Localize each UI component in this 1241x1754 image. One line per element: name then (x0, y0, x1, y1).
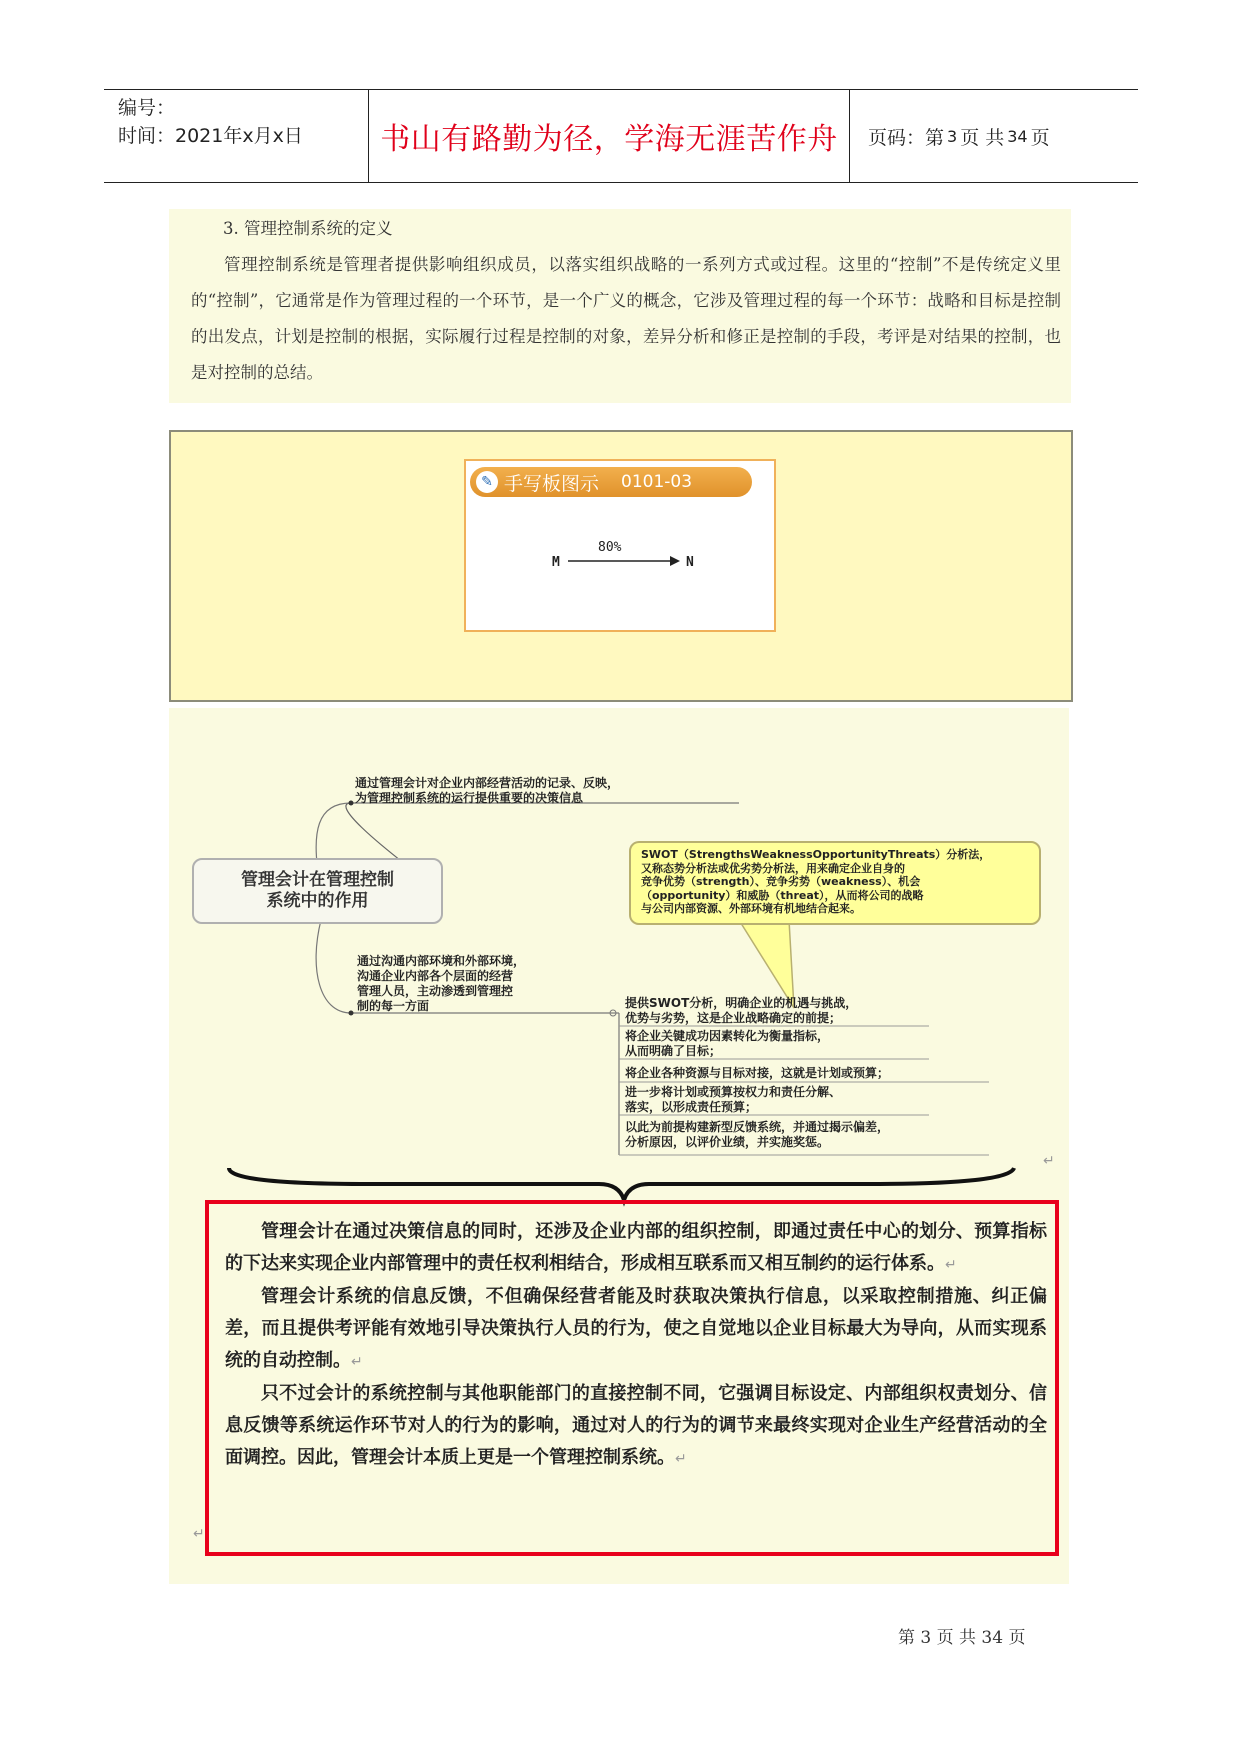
definition-panel (169, 209, 1071, 403)
swot-callout-text: SWOT（StrengthsWeaknessOpportunityThreats）分析法， 又称态势分析法或优劣势分析法，用来确定企业自身的 竞争优势（strength）、竞争劣势（weakness）、机会 （opportunity）和威胁（threat），从而将公司的战略 与公司内部资源、外部环境有机地结合起来。 (641, 848, 991, 915)
node-n: N (686, 555, 694, 570)
section-body: 管理控制系统是管理者提供影响组织成员，以落实组织战略的一系列方式或过程。这里的“控制”不是传统定义里的“控制”，它通常是作为管理过程的一个环节，是一个广义的概念，它涉及管理过程的每一个环节：战略和目标是控制的出发点，计划是控制的根据，实际履行过程是控制的对象，差异分析和修正是控制的手段，考评是对结果的控制，也是对控制的总结。 (191, 255, 1061, 382)
handwriting-code: 0101-03 (621, 472, 693, 492)
number-label: 编号： (118, 97, 176, 119)
return-mark-icon: ↵ (193, 1526, 205, 1542)
page-total: 34 (1007, 126, 1028, 146)
return-mark-icon: ↵ (675, 1451, 687, 1467)
arrow-head-icon (670, 556, 680, 566)
time-label: 时间：2021年x月x日 (118, 125, 303, 147)
page-mid: 页 共 (960, 126, 1005, 149)
node-m: M (552, 555, 560, 570)
return-mark-icon: ↵ (945, 1257, 957, 1273)
swot-callout (629, 841, 1041, 925)
page-footer: 第 3 页 共 34 页 (898, 1628, 1026, 1648)
step-4: 进一步将计划或预算按权力和责任分解、 落实，以形成责任预算； (625, 1085, 842, 1114)
mindmap-panel (169, 708, 1069, 1584)
return-mark-icon: ↵ (1043, 1153, 1055, 1169)
motto: 书山有路勤为径，学海无涯苦作舟 (380, 122, 838, 157)
step-2: 将企业关键成功因素转化为衡量指标， 从而明确了目标； (625, 1029, 830, 1058)
summary-paragraph-2: 管理会计系统的信息反馈，不但确保经营者能及时获取决策执行信息，以采取控制措施、纠正偏差，而且提供考评能有效地引导决策执行人员的行为，使之自觉地以企业目标最大为导向，从而实现系统的自动控制。↵ (225, 1286, 1047, 1371)
branch2-text: 通过沟通内部环境和外部环境， 沟通企业内部各个层面的经营 管理人员，主动渗透到管理控 制的每一方面 (357, 954, 526, 1013)
step-5: 以此为前提构建新型反馈系统，并通过揭示偏差， 分析原因，以评价业绩，并实施奖惩。 (625, 1120, 890, 1149)
summary-paragraph-3: 只不过会计的系统控制与其他职能部门的直接控制不同，它强调目标设定、内部组织权责划分、信息反馈等系统运作环节对人的行为的影响，通过对人的行为的调节来最终实现对企业生产经营活动的全面调控。因此，管理会计本质上更是一个管理控制系统。↵ (225, 1383, 1047, 1468)
pen-icon: ✎ (476, 471, 498, 493)
header-divider (849, 90, 850, 182)
handwriting-board (464, 459, 776, 632)
page-suffix: 页 (1030, 126, 1050, 149)
handwriting-diagram (466, 461, 770, 621)
section-heading: 3. 管理控制系统的定义 (223, 219, 393, 238)
page-indicator (868, 90, 1050, 182)
page-header (104, 89, 1138, 183)
handwriting-title: 手写板图示 (504, 472, 600, 495)
summary-paragraph-1: 管理会计在通过决策信息的同时，还涉及企业内部的组织控制，即通过责任中心的划分、预算指标的下达来实现企业内部管理中的责任权利相结合，形成相互联系而又相互制约的运行体系。↵ (225, 1221, 1047, 1274)
step-3: 将企业各种资源与目标对接，这就是计划或预算； (625, 1066, 890, 1080)
central-node: 管理会计在管理控制 系统中的作用 (192, 858, 443, 924)
summary-box (193, 1200, 1059, 1556)
page-label-prefix: 页码：第 (868, 126, 945, 149)
handwriting-panel (169, 430, 1073, 702)
branch1-text: 通过管理会计对企业内部经营活动的记录、反映， 为管理控制系统的运行提供重要的决策信息 (355, 776, 620, 805)
page-current: 3 (947, 126, 958, 146)
arrow-label: 80% (598, 540, 622, 555)
return-mark-icon: ↵ (351, 1354, 363, 1370)
step-1: 提供SWOT分析，明确企业的机遇与挑战， 优势与劣势，这是企业战略确定的前提； (625, 996, 858, 1025)
header-meta (118, 94, 303, 150)
